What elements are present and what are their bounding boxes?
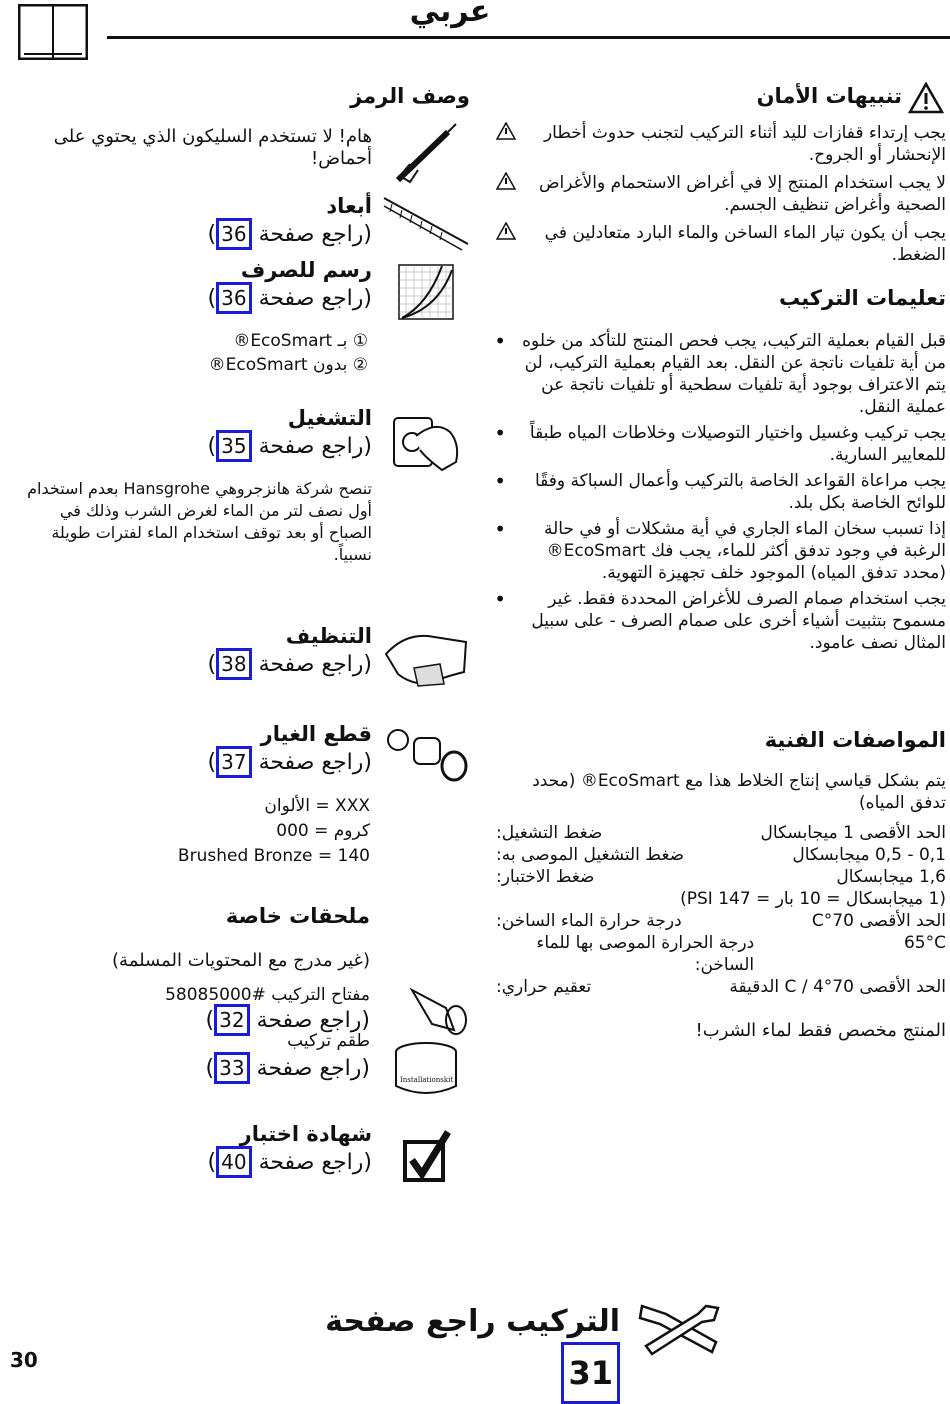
spec-label: ضغط التشغيل:	[496, 823, 603, 843]
ref-prefix: (راجع صفحة	[258, 652, 372, 677]
install-text: يجب مراعاة القواعد الخاصة بالتركيب وأعمال السباكة وفقًا للوائح الخاصة بكل بلد.	[535, 471, 946, 513]
safety-item	[496, 122, 946, 166]
ref-suffix: )	[207, 286, 217, 311]
wrench-screwdriver-icon	[636, 1296, 722, 1364]
bullet: •	[494, 469, 506, 493]
spare-parts-block	[196, 722, 372, 778]
page-link[interactable]: 38	[216, 648, 251, 680]
spec-label: درجة حرارة الماء الساخن:	[496, 911, 682, 931]
install-item	[496, 330, 946, 418]
color-name: كروم	[333, 821, 370, 841]
page-link[interactable]: 32	[214, 1004, 249, 1036]
page-link[interactable]: 40	[216, 1146, 251, 1178]
cleaning-title: التنظيف	[285, 624, 372, 648]
dimensions-block	[196, 194, 372, 250]
spec-label: ضغط الاختبار:	[496, 867, 595, 887]
install-item	[496, 422, 946, 466]
color-row: Brushed Bronze = 140	[177, 846, 370, 866]
spec-row	[496, 866, 946, 888]
operation-ref[interactable]	[196, 430, 372, 462]
color-row: كروم = 000	[276, 821, 370, 841]
safety-list	[496, 122, 946, 266]
cleaning-block	[196, 624, 372, 680]
spec-value: الحد الأقصى 70°C	[811, 911, 946, 931]
install-kit-text: طقم تركيب	[287, 1031, 370, 1051]
bullet: •	[494, 517, 506, 541]
bullet: •	[494, 421, 506, 445]
operation-text: تنصح شركة هانزجروهي Hansgrohe بعدم استخدام أول نصف لتر من الماء لغرض الشرب وذلك في الصباح أو بعد توقف استخدام الماء لفترات طويلة نسبياً.	[27, 479, 372, 564]
operation-block	[196, 406, 372, 462]
ref-suffix: )	[207, 652, 217, 677]
flow-diagram-icon	[398, 264, 454, 324]
spec-value: 65°C	[903, 933, 946, 953]
safety-heading: تنبيهات الأمان	[756, 84, 902, 108]
dimensions-ref[interactable]	[196, 218, 372, 250]
safety-item	[496, 222, 946, 266]
spec-row	[496, 976, 946, 998]
install-ref-page[interactable]: 31	[561, 1342, 620, 1404]
ref-suffix: )	[207, 222, 217, 247]
accessories-title: ملحقات خاصة	[225, 904, 370, 928]
book-icon	[18, 4, 88, 60]
safety-text: لا يجب استخدام المنتج إلا في أغراض الاستحمام والأغراض الصحية وأغراض تنظيف الجسم.	[539, 173, 946, 215]
install-text: قبل القيام بعملية التركيب، يجب فحص المنتج للتأكد من خلوه من أية تلفيات ناتجة عن النقل. بعد القيام بعملية التركيب، لن يتم الاعتراف بوجود أية تلفيات سطحية أو تلفيات ناتجة عن عملية النقل.	[522, 331, 946, 417]
ref-prefix: (راجع صفحة	[258, 1150, 372, 1175]
spec-row	[496, 822, 946, 844]
install-list	[496, 330, 946, 654]
spec-row	[496, 910, 946, 932]
warning-heading-icon	[908, 82, 944, 118]
flow-with-ecosmart: ① بـ EcoSmart®	[233, 331, 368, 351]
install-kit-label: Installationskit	[400, 1076, 454, 1084]
bullet: •	[494, 587, 506, 611]
install-item	[496, 588, 946, 654]
page-link[interactable]: 35	[216, 430, 251, 462]
spare-parts-ref[interactable]	[196, 746, 372, 778]
page-link[interactable]: 33	[214, 1052, 249, 1084]
ref-suffix: )	[205, 1008, 215, 1033]
install-ref-text: التركيب راجع صفحة	[325, 1304, 620, 1339]
test-cert-title: شهادة اختبار	[239, 1122, 372, 1146]
install-kit-ref[interactable]	[200, 1052, 370, 1084]
install-text: يجب استخدام صمام الصرف للأغراض المحددة فقط. غير مسموح بتثبيت أشياء أخرى على صمام الصرف - على سبيل المثال نصف عامود.	[531, 589, 946, 653]
flow-without-ecosmart: ② بدون EcoSmart®	[208, 355, 368, 375]
symbol-heading: وصف الرمز	[350, 84, 470, 108]
install-page-ref[interactable]	[300, 1302, 620, 1404]
install-kit-can-icon	[392, 1040, 464, 1104]
page-link[interactable]: 36	[216, 218, 251, 250]
color-code: 000	[276, 821, 309, 841]
spec-value: 1,6 ميجابسكال	[836, 867, 946, 887]
color-name: الألوان	[264, 796, 310, 816]
cleaning-hand-icon	[384, 628, 468, 692]
tech-heading: المواصفات الفنية	[764, 728, 946, 752]
spec-label: ضغط التشغيل الموصى به:	[496, 845, 685, 865]
flow-diagram-title: رسم للصرف	[240, 258, 372, 282]
install-key-text: مفتاح التركيب #58085000	[165, 985, 370, 1005]
page-link[interactable]: 36	[216, 282, 251, 314]
ref-prefix: (راجع صفحة	[258, 750, 372, 775]
language-title: عربي	[409, 0, 491, 29]
install-item	[496, 470, 946, 514]
install-item	[496, 518, 946, 584]
page-link[interactable]: 37	[216, 746, 251, 778]
color-row: الألوان = XXX	[264, 796, 370, 816]
install-key-icon	[408, 980, 470, 1044]
hand-handle-icon	[390, 410, 462, 476]
flow-diagram-block	[196, 258, 372, 314]
spec-value: الحد الأقصى 1 ميجابسكال	[760, 823, 946, 843]
ref-prefix: (راجع صفحة	[256, 1008, 370, 1033]
checkbox-check-icon	[402, 1128, 452, 1190]
dimensions-icon	[382, 192, 472, 256]
ref-suffix: )	[205, 1056, 215, 1081]
test-cert-ref[interactable]	[196, 1146, 372, 1178]
install-text: يجب تركيب وغسيل واختيار التوصيلات وخلاطات المياه طبقاً للمعايير السارية.	[529, 423, 946, 465]
test-cert-block	[196, 1122, 372, 1178]
spare-parts-title: قطع الغيار	[260, 722, 372, 746]
dimensions-title: أبعاد	[326, 194, 372, 218]
spare-parts-icon	[384, 726, 470, 786]
silicone-gun-icon	[390, 120, 460, 192]
ref-prefix: (راجع صفحة	[256, 1056, 370, 1081]
spec-row	[496, 932, 946, 976]
ref-prefix: (راجع صفحة	[258, 286, 372, 311]
spec-value: الحد الأقصى 70°C / 4 الدقيقة	[729, 977, 946, 997]
spec-list	[496, 822, 946, 998]
ref-suffix: )	[207, 434, 217, 459]
bullet: •	[494, 329, 506, 353]
pressure-conversion: (1 ميجابسكال = 10 بار = 147 PSI)	[680, 889, 946, 909]
cleaning-ref[interactable]	[196, 648, 372, 680]
drinking-water-note: المنتج مخصص فقط لماء الشرب!	[695, 1020, 946, 1041]
ref-prefix: (راجع صفحة	[258, 434, 372, 459]
color-code: XXX	[335, 796, 370, 816]
tech-intro: يتم بشكل قياسي إنتاج الخلاط هذا مع EcoSmart® (محدد تدفق المياه)	[532, 771, 946, 813]
warning-icon	[496, 222, 516, 266]
color-list	[150, 794, 370, 869]
color-name: Brushed Bronze	[177, 846, 313, 866]
install-heading: تعليمات التركيب	[779, 286, 946, 310]
spec-value: 0,1 - 0,5 ميجابسكال	[792, 845, 946, 865]
spec-label: تعقيم حراري:	[496, 977, 592, 997]
warning-icon	[496, 122, 516, 166]
operation-title: التشغيل	[287, 406, 372, 430]
ref-prefix: (راجع صفحة	[258, 222, 372, 247]
color-code: 140	[337, 846, 370, 866]
warning-icon	[496, 172, 516, 216]
flow-diagram-ref[interactable]	[196, 282, 372, 314]
page-number: 30	[10, 1348, 38, 1372]
ref-suffix: )	[207, 750, 217, 775]
safety-item	[496, 172, 946, 216]
spec-row	[496, 844, 946, 866]
silicone-note: هام! لا تستخدم السليكون الذي يحتوي على أحماض!	[53, 126, 372, 169]
spec-label: درجة الحرارة الموصى بها للماء الساخن:	[536, 933, 755, 975]
install-text: إذا تسبب سخان الماء الجاري في أية مشكلات أو في حالة الرغبة في وجود تدفق أكثر للماء، يجب فك EcoSmart® (محدد تدفق المياه) الموجود خلف تجهيزة التهوية.	[543, 519, 946, 583]
ref-suffix: )	[207, 1150, 217, 1175]
safety-text: يجب أن يكون تيار الماء الساخن والماء البارد متعادلين في الضغط.	[544, 223, 946, 265]
header-rule	[107, 36, 950, 39]
safety-text: يجب إرتداء قفازات لليد أثناء التركيب لتجنب حدوث أخطار الإنحشار أو الجروح.	[543, 123, 946, 165]
accessories-note: (غير مدرج مع المحتويات المسلمة)	[112, 950, 370, 971]
